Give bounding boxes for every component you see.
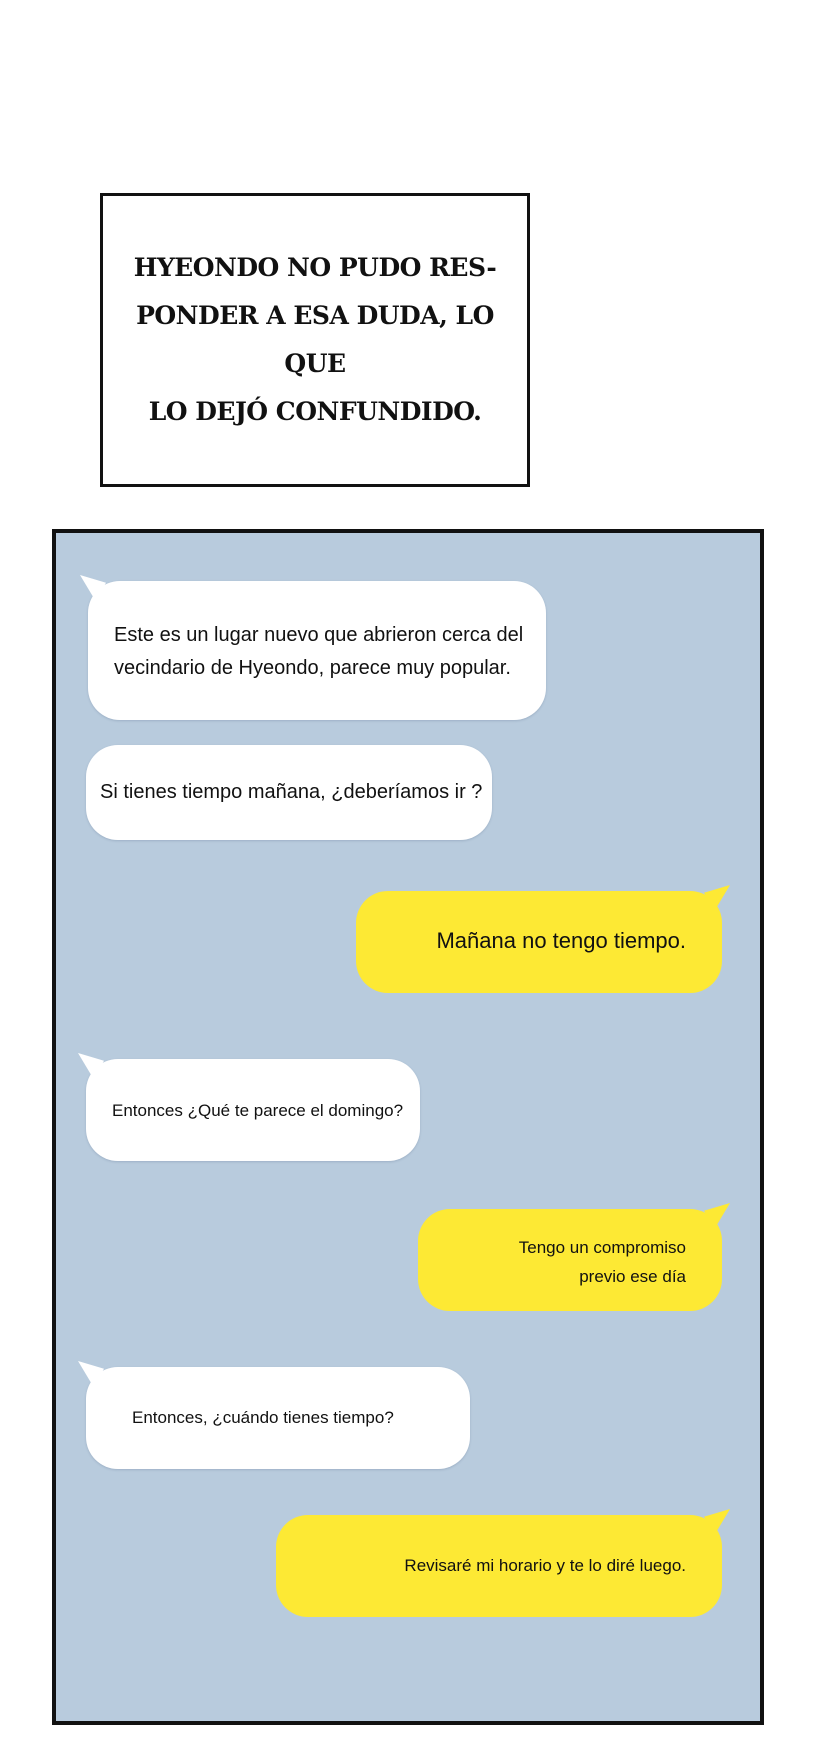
message-text: Mañana no tengo tiempo. [436, 928, 686, 953]
bubble-tail [80, 575, 106, 601]
outgoing-message-bubble [356, 891, 722, 993]
bubble-tail [704, 1509, 730, 1535]
narration-box [100, 193, 530, 487]
message-text: Entonces ¿Qué te parece el domingo? [112, 1101, 404, 1120]
incoming-message-bubble [88, 581, 546, 720]
outgoing-message-bubble [276, 1515, 722, 1617]
incoming-message-bubble [86, 1059, 420, 1161]
outgoing-message-bubble [418, 1209, 722, 1311]
message-text: Si tienes tiempo mañana, ¿deberíamos ir ? [100, 781, 483, 803]
incoming-message-bubble [86, 1367, 470, 1469]
message-text: Este es un lugar nuevo que abrieron cerca del vecindario de Hyeondo, parece muy popular. [114, 624, 524, 679]
bubble-tail [78, 1361, 104, 1387]
message-text: Tengo un compromiso previo ese día [518, 1238, 686, 1286]
message-text: Entonces, ¿cuándo tienes tiempo? [132, 1408, 394, 1427]
incoming-message-bubble [86, 745, 492, 840]
message-text: Revisaré mi horario y te lo diré luego. [404, 1556, 686, 1575]
chat-panel [52, 529, 764, 1725]
bubble-tail [704, 885, 730, 911]
narration-text: HYEONDO NO PUDO RES- PONDER A ESA DUDA, LO QUE LO DEJÓ CONFUNDIDO. [133, 253, 497, 426]
bubble-tail [704, 1203, 730, 1229]
bubble-tail [78, 1053, 104, 1079]
